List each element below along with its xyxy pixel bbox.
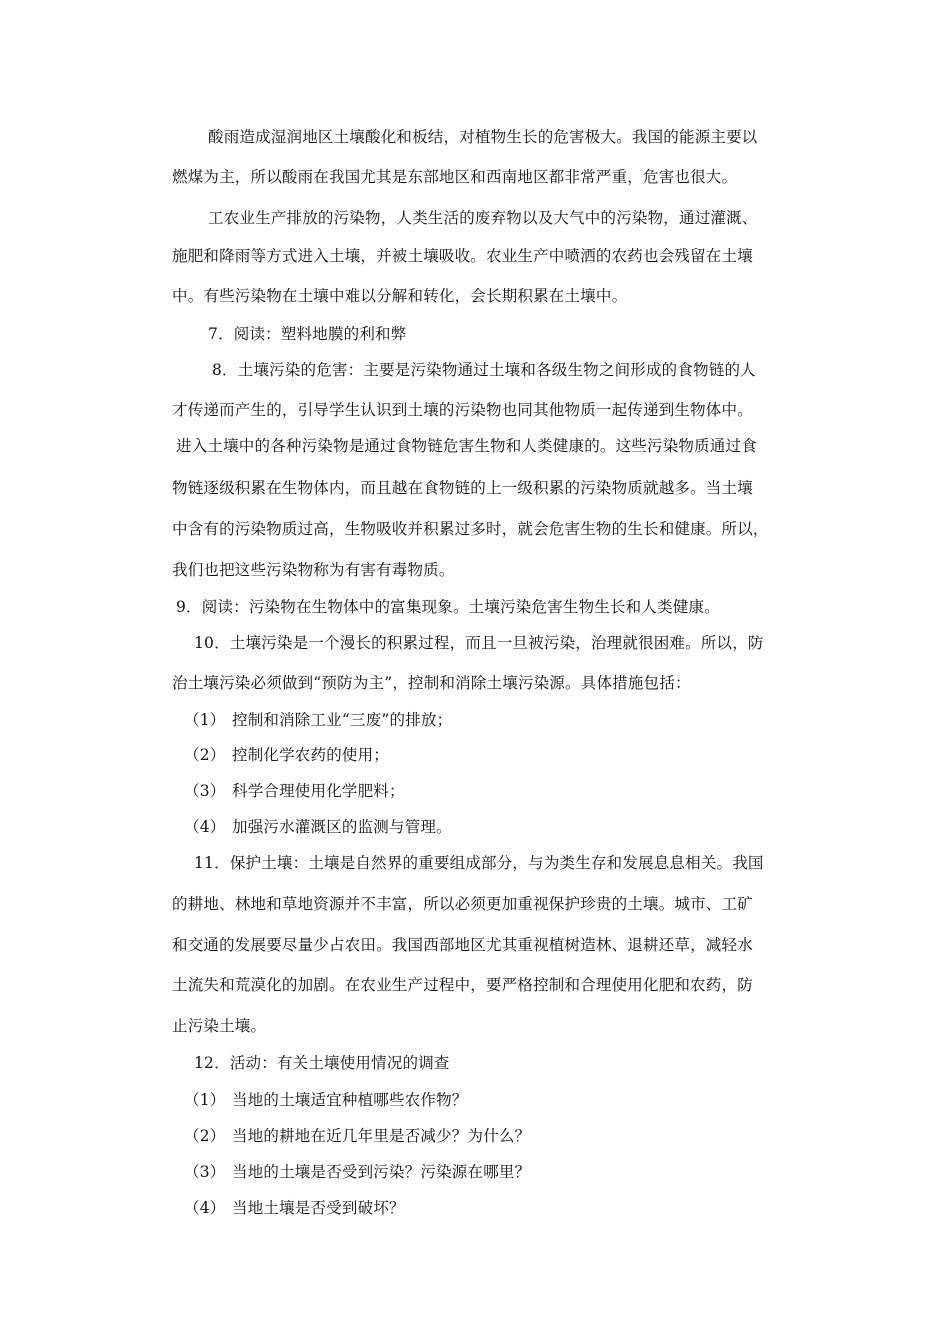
list-item-number: （4） <box>184 818 226 836</box>
item-11-line-4: 土流失和荒漠化的加剧。在农业生产过程中，要严格控制和合理使用化肥和农药，防 <box>172 976 753 994</box>
item-11-line-3: 和交通的发展要尽量少占农田。我国西部地区尤其重视植树造林、退耕还草，减轻水 <box>172 936 753 954</box>
list-item <box>184 745 389 765</box>
list-item-number: （2） <box>184 1127 226 1145</box>
item-11-line-5: 止污染土壤。 <box>172 1017 267 1035</box>
list-item-number: （3） <box>184 1163 226 1181</box>
list-item-text: 加强污水灌溉区的监测与管理。 <box>232 818 452 836</box>
paragraph-acid-rain-line-2: 燃煤为主，所以酸雨在我国尤其是东部地区和西南地区都非常严重，危害也很大。 <box>172 168 738 186</box>
paragraph-pollutants-line-3: 中。有些污染物在土壤中难以分解和转化，会长期积累在土壤中。 <box>172 287 628 305</box>
item-10-line-1: 10．土壤污染是一个漫长的积累过程，而且一旦被污染，治理就很困难。所以，防 <box>194 634 764 652</box>
paragraph-pollutants-line-2: 施肥和降雨等方式进入土壤，并被土壤吸收。农业生产中喷洒的农药也会残留在土壤 <box>172 247 753 265</box>
list-item <box>184 1162 530 1182</box>
list-item-number: （4） <box>184 1199 226 1217</box>
item-9-reading: 9．阅读：污染物在生物体中的富集现象。土壤污染危害生物生长和人类健康。 <box>176 598 720 616</box>
item-10-line-2: 治土壤污染必须做到“预防为主”，控制和消除土壤污染源。具体措施包括： <box>172 674 691 692</box>
paragraph-food-chain-line-1: 进入土壤中的各种污染物是通过食物链危害生物和人类健康的。这些污染物质通过食 <box>176 437 757 455</box>
list-item-text: 当地土壤是否受到破坏？ <box>232 1199 405 1217</box>
item-7-reading: 7．阅读：塑料地膜的利和弊 <box>208 325 407 343</box>
list-item <box>184 817 452 837</box>
list-item <box>184 1126 530 1146</box>
list-item-text: 科学合理使用化学肥料； <box>232 782 405 800</box>
item-11-line-2: 的耕地、林地和草地资源并不丰富，所以必须更加重视保护珍贵的土壤。城市、工矿 <box>172 895 753 913</box>
item-11-line-1: 11．保护土壤：土壤是自然界的重要组成部分，与为类生存和发展息息相关。我国 <box>194 854 764 872</box>
list-item-number: （1） <box>184 711 226 729</box>
paragraph-food-chain-line-2: 物链逐级积累在生物体内，而且越在食物链的上一级积累的污染物质就越多。当土壤 <box>172 479 753 497</box>
list-item <box>184 710 452 730</box>
paragraph-food-chain-line-3: 中含有的污染物质过高，生物吸收并积累过多时，就会危害生物的生长和健康。所以， <box>172 520 769 538</box>
paragraph-pollutants-line-1: 工农业生产排放的污染物，人类生活的废弃物以及大气中的污染物，通过灌溉、 <box>208 209 758 227</box>
list-item-text: 控制化学农药的使用； <box>232 746 390 764</box>
paragraph-food-chain-line-4: 我们也把这些污染物称为有害有毒物质。 <box>172 561 455 579</box>
list-item-number: （1） <box>184 1091 226 1109</box>
list-item <box>184 1198 405 1218</box>
list-item-number: （3） <box>184 782 226 800</box>
list-item-text: 控制和消除工业“三废”的排放； <box>232 711 453 729</box>
list-item <box>184 781 405 801</box>
list-item-text: 当地的土壤适宜种植哪些农作物？ <box>232 1091 468 1109</box>
list-item-number: （2） <box>184 746 226 764</box>
item-12-activity: 12．活动：有关土壤使用情况的调查 <box>194 1054 450 1072</box>
item-8-line-2: 才传递而产生的，引导学生认识到土壤的污染物也同其他物质一起传递到生物体中。 <box>172 401 753 419</box>
list-item-text: 当地的土壤是否受到污染？污染源在哪里？ <box>232 1163 531 1181</box>
list-item-text: 当地的耕地在近几年里是否减少？为什么？ <box>232 1127 531 1145</box>
list-item <box>184 1090 468 1110</box>
paragraph-acid-rain-line-1: 酸雨造成湿润地区土壤酸化和板结，对植物生长的危害极大。我国的能源主要以 <box>208 128 758 146</box>
item-8-line-1: 8．土壤污染的危害：主要是污染物通过土壤和各级生物之间形成的食物链的人 <box>212 361 756 379</box>
